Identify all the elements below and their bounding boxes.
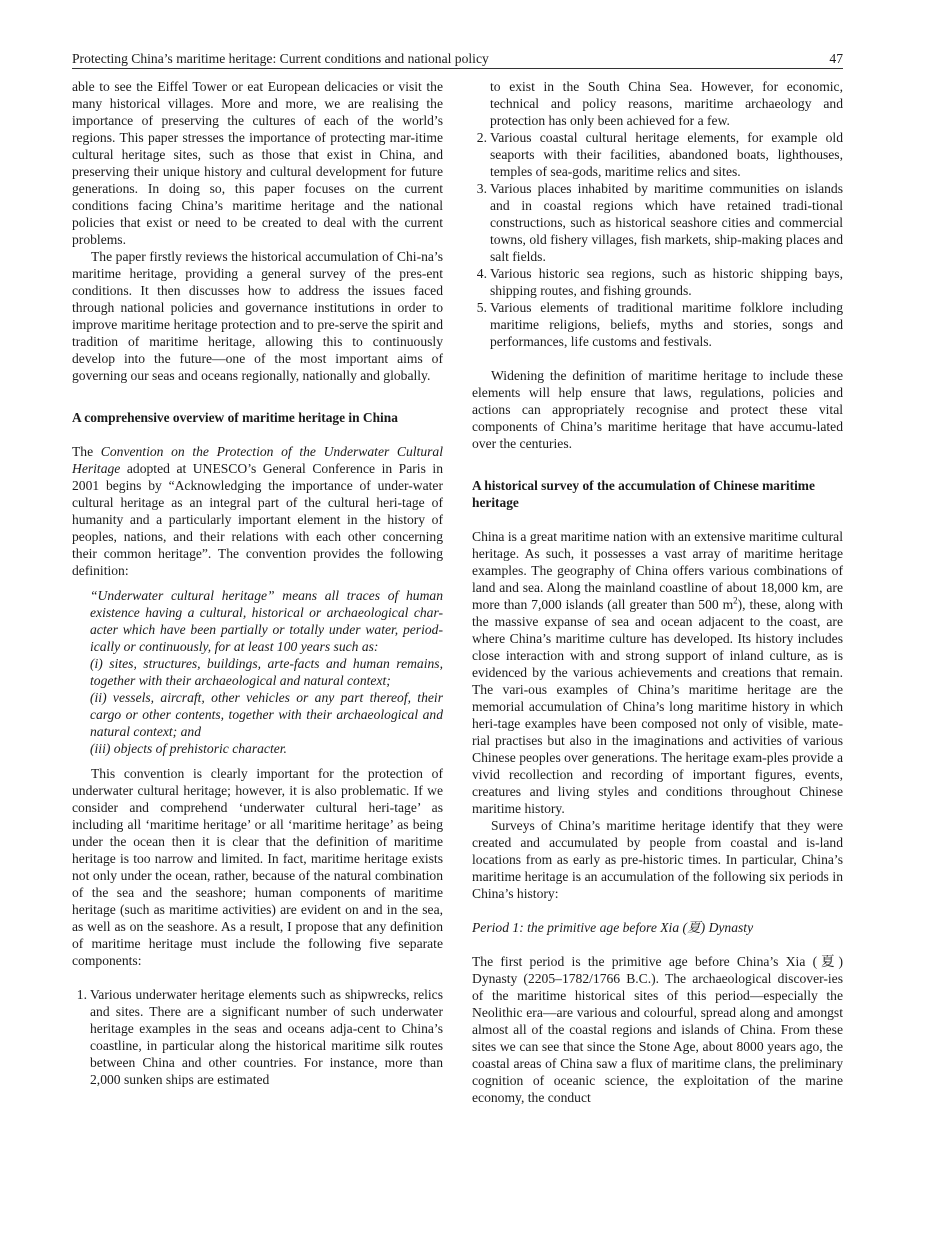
list-item bbox=[472, 129, 843, 180]
intro-paragraph-1: able to see the Eiffel Tower or eat European delicacies or visit the many historical villages. More and more, we are realising the importance of preserving the cultures of each of the world’s regions. This paper stresses the importance of protecting mar-itime cultural heritage sites, such as those that exist in China, and preserving their unique history and cultural development for future generations. In doing so, this paper focuses on the current conditions facing China’s maritime heritage and the national policies that exist or need to be created to deal with the current problems. bbox=[72, 79, 443, 247]
text-run: The bbox=[72, 444, 101, 459]
list-item-text: Various elements of traditional maritime folklore including maritime religions, beliefs, myths and stories, songs and performances, life customs and festivals. bbox=[490, 300, 843, 349]
list-item bbox=[472, 265, 843, 299]
list-item-text: Various coastal cultural heritage elements, for example old seaports with their facilities, abandoned boats, lighthouses, temples of sea-gods, maritime relics and sites. bbox=[490, 130, 843, 179]
list-number: 4. bbox=[476, 266, 487, 281]
text-run: ), these, along with the massive expanse of sea and ocean adjacent to the coast, are where China’s maritime culture has developed. Its history includes close interaction with and strong support of inland culture, as is evidenced by the various achievements and creations that remain. The vari-ous examples of China’s maritime heritage are the memorial accumulation of China’s long maritime history in which heri-tage examples have been composed not only of visible, mate-rial practises but also in the imaginations and activities of various Chinese peoples over generations. The heritage exam-ples provide a vivid recollection and recording of important figures, events, creatures and living styles and conditions throughout Chinese maritime history. bbox=[472, 597, 843, 816]
superscript: 2 bbox=[733, 595, 738, 606]
convention-title: Convention on the Protection of the Underwater Cultural Heritage bbox=[72, 444, 443, 476]
list-item bbox=[472, 180, 843, 265]
great-nation-paragraph bbox=[472, 528, 843, 817]
text-run: adopted at UNESCO’s General Conference in Paris in 2001 begins by “Acknowledging the importance of under-water cultural heritage as an integral part of the cultural heri-tage of humanity and a particularly important element in the history of peoples, nations, and their relations with each other concerning their common heritage”. The convention provides the following definition: bbox=[72, 461, 443, 578]
list-number: 2. bbox=[476, 130, 487, 145]
right-column bbox=[472, 78, 843, 1106]
quote-lead: “Underwater cultural heritage” means all traces of human existence having a cultural, historical or archaeological char-acter which have been partially or totally under water, period-ically or continuously, for at least 100 years such as: bbox=[90, 588, 443, 654]
list-item bbox=[72, 986, 443, 1088]
list-number: 5. bbox=[476, 300, 487, 315]
components-list bbox=[72, 986, 443, 1088]
component-1-continued: to exist in the South China Sea. However, for economic, technical and policy reasons, maritime archaeology and protection has only been achieved for a few. bbox=[490, 79, 843, 128]
period-1-heading: Period 1: the primitive age before Xia (夏) Dynasty bbox=[472, 920, 754, 935]
convention-paragraph bbox=[72, 443, 443, 579]
spacer bbox=[472, 511, 843, 528]
spacer bbox=[72, 426, 443, 443]
intro-paragraph-2: The paper firstly reviews the historical accumulation of Chi-na’s maritime heritage, providing a general survey of the pres-ent conditions. It then discusses how to address the issues faced through national policies and governance institutions in order to improve maritime heritage protection and to pre-serve the spirit and tradition of maritime heritage, allowing this to continuously develop into the future—one of the most important aims of governing our seas and oceans regionally, nationally and globally. bbox=[72, 249, 443, 383]
spacer bbox=[472, 469, 843, 477]
spacer bbox=[72, 757, 443, 765]
spacer bbox=[72, 384, 443, 401]
running-header bbox=[72, 50, 843, 69]
spacer bbox=[472, 350, 843, 367]
spacer bbox=[472, 452, 843, 469]
list-number: 1. bbox=[76, 987, 87, 1002]
period-1-paragraph: The first period is the primitive age before China’s Xia (夏) Dynasty (2205–1782/1766 B.C.). The archaeological discover-ies of the maritime historical sites of this period—especially the Neolithic era—are various and colourful, spread along and amongst almost all of the coastal regions and islands of China. From these sites we can see that since the Stone Age, about 8000 years ago, the coastal areas of China saw a flux of maritime clans, the preliminary cognition of oceanic science, the exploitation of the marine economy, the conduct bbox=[472, 954, 843, 1105]
spacer bbox=[72, 969, 443, 986]
spacer bbox=[472, 936, 843, 953]
spacer bbox=[72, 401, 443, 409]
quote-item-ii: (ii) vessels, aircraft, other vehicles or any part thereof, their cargo or other contents, together with their archaeological and natural context; and bbox=[90, 690, 443, 739]
text-run: China is a great maritime nation with an extensive maritime cultural heritage. As such, it possesses a vast array of maritime heritage examples. The geography of China offers various combinations of land and sea. Along the mainland coastline of about 18,000 km, are more than 7,000 islands (all greater than 500 m bbox=[472, 529, 843, 612]
list-item-text: Various places inhabited by maritime communities on islands and in coastal regions which have retained tradi-tional constructions, such as historical seashore cities and commercial towns, old fishery villages, fish markets, ship-making places and salt fields. bbox=[490, 181, 843, 264]
surveys-paragraph: Surveys of China’s maritime heritage identify that they were created and accumulated by people from coastal and is-land locations from as early as pre-historic times. In particular, China’s maritime heritage is an accumulation of the following six periods in China’s history: bbox=[472, 818, 843, 901]
list-item-text: Various underwater heritage elements such as shipwrecks, relics and sites. There are a significant number of such underwater heritage examples in the seas and oceans adja-cent to China’s coastline, in particular along the historical maritime silk routes between China and other countries. For instance, more than 2,000 sunken ships are estimated bbox=[90, 987, 443, 1087]
spacer bbox=[472, 902, 843, 919]
left-column bbox=[72, 78, 443, 1088]
components-list-continued bbox=[472, 129, 843, 350]
definition-blockquote bbox=[90, 587, 443, 757]
running-title: Protecting China’s maritime heritage: Current conditions and national policy bbox=[72, 51, 489, 66]
widening-paragraph: Widening the definition of maritime heritage to include these elements will help ensure that laws, regulations, policies and actions can appropriately recognise and protect these vital components of China’s maritime heritage that have accumu-lated over the centuries. bbox=[472, 368, 843, 451]
list-item bbox=[472, 299, 843, 350]
section-heading-historical-survey: A historical survey of the accumulation of Chinese maritime heritage bbox=[472, 478, 815, 510]
page-number: 47 bbox=[829, 51, 843, 66]
section-heading-overview: A comprehensive overview of maritime heritage in China bbox=[72, 410, 398, 425]
list-item-text: Various historic sea regions, such as historic shipping bays, shipping routes, and fishing grounds. bbox=[490, 266, 843, 298]
problematic-paragraph: This convention is clearly important for the protection of underwater cultural heritage; however, it is also problematic. If we consider and comprehend ‘underwater cultural heri-tage’ as including all ‘maritime heritage’ or all ‘maritime heritage’ as being under the ocean then it is clear that the definition of maritime heritage is too narrow and limited. In fact, maritime heritage exists not only under the ocean, rather, because of the natural combination of the sea and the seashore; human components of maritime heritage (such as maritime activities) are evident on and in the sea, as well as on the seashore. As a result, I propose that any definition of maritime heritage must include the following five separate components: bbox=[72, 766, 443, 968]
quote-item-i: (i) sites, structures, buildings, arte-facts and human remains, together with their archaeological and natural context; bbox=[90, 656, 443, 688]
quote-item-iii: (iii) objects of prehistoric character. bbox=[90, 741, 287, 756]
spacer bbox=[72, 579, 443, 587]
list-number: 3. bbox=[476, 181, 487, 196]
